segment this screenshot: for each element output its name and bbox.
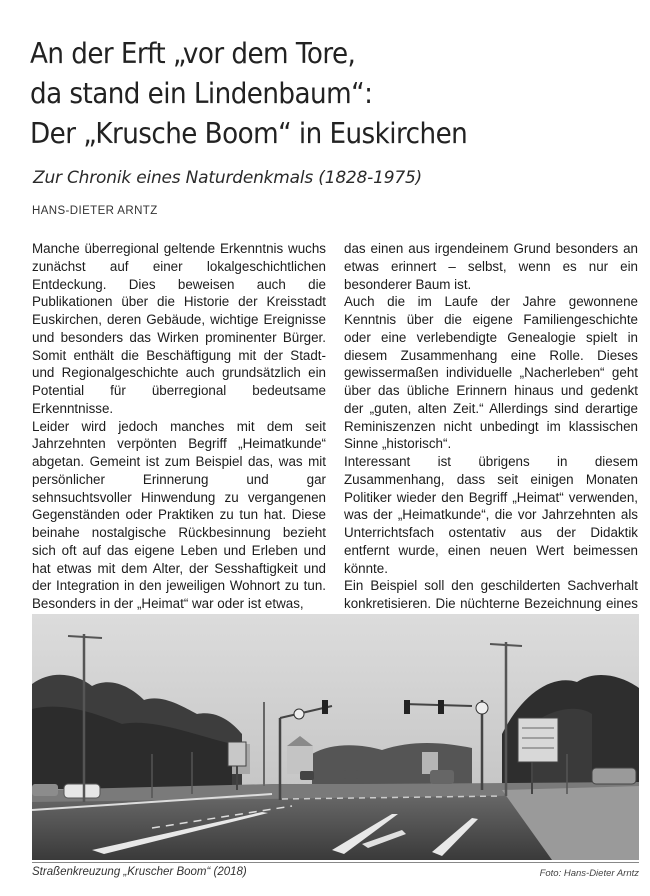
left-column [32, 240, 326, 613]
title-line-2: da stand ein Lindenbaum“: [30, 77, 373, 110]
intersection-photo [32, 614, 639, 860]
paragraph: Ein Beispiel soll den geschilderten Sachverhalt konkretisieren. Die nüchterne Bezeichnung eines [344, 578, 638, 611]
paragraph: Manche überregional geltende Erkenntnis wuchs zunächst auf einer lokalgeschichtlichen Entdeckung. Dies beweisen auch die Publikationen über die Historie der Kreisstadt Euskirchen, deren Gebäude, wichtige Ereignisse und besonders das Wirken prominenter Bürger. Somit enthält die Beschäftigung mit der Stadt- und Regionalgeschichte auch grundsätzlich ein Potential für überregional bedeutsame Erkenntnisse. [32, 241, 326, 416]
paragraph: Auch die im Laufe der Jahre gewonnene Kenntnis über die eigene Familiengeschichte oder eine verlebendigte Genealogie spielt in diesem Zusammenhang eine Rolle. Dieses gewissermaßen individuelle „Nacherleben“ geht über das übliche Erinnern hinaus und gedenkt der „guten, alten Zeit.“ Allerdings sind derartige Reminiszenzen nicht unbedingt im klassischen Sinne „historisch“. [344, 294, 638, 452]
paragraph: Leider wird jedoch manches mit dem seit Jahrzehnten verpönten Begriff „Heimatkunde“ abgetan. Gemeint ist zum Beispiel das, was mit persönlicher Erinnerung und gar sehnsuchtsvoller Hinwendung zu vergangenen Gegenständen oder Praktiken zu tun hat. Diese beinahe nostalgische Rückbesinnung bezieht sich oft auf das eigene Leben und Erleben und hat etwas mit dem Alter, der Sesshaftigkeit und der Integration in den jeweiligen Wohnort zu tun. Besonders in der „Heimat“ war oder ist etwas, [32, 418, 326, 611]
article-title [30, 34, 582, 154]
caption-divider [32, 862, 639, 863]
right-column [344, 240, 638, 631]
title-line-3: Der „Krusche Boom“ in Euskirchen [30, 117, 468, 150]
paragraph: das einen aus irgendeinem Grund besonders an etwas erinnert – selbst, wenn es nur ein besonderer Baum ist. [344, 241, 638, 292]
paragraph: Interessant ist übrigens in diesem Zusammenhang, dass seit einigen Monaten Politiker wieder den Begriff „Heimat“ verwenden, was der „Heimatkunde“, die vor Jahrzehnten als Unterrichtsfach ostentativ aus der Didaktik entfernt wurde, einen neuen Wert beimessen könnte. [344, 454, 638, 576]
photo-credit: Foto: Hans-Dieter Arntz [539, 868, 639, 879]
title-line-1: An der Erft „vor dem Tore, [30, 37, 356, 70]
article-author: HANS-DIETER ARNTZ [32, 205, 158, 217]
photo-caption: Straßenkreuzung „Kruscher Boom“ (2018) [32, 866, 247, 878]
article-subtitle: Zur Chronik eines Naturdenkmals (1828-1975) [33, 168, 422, 188]
